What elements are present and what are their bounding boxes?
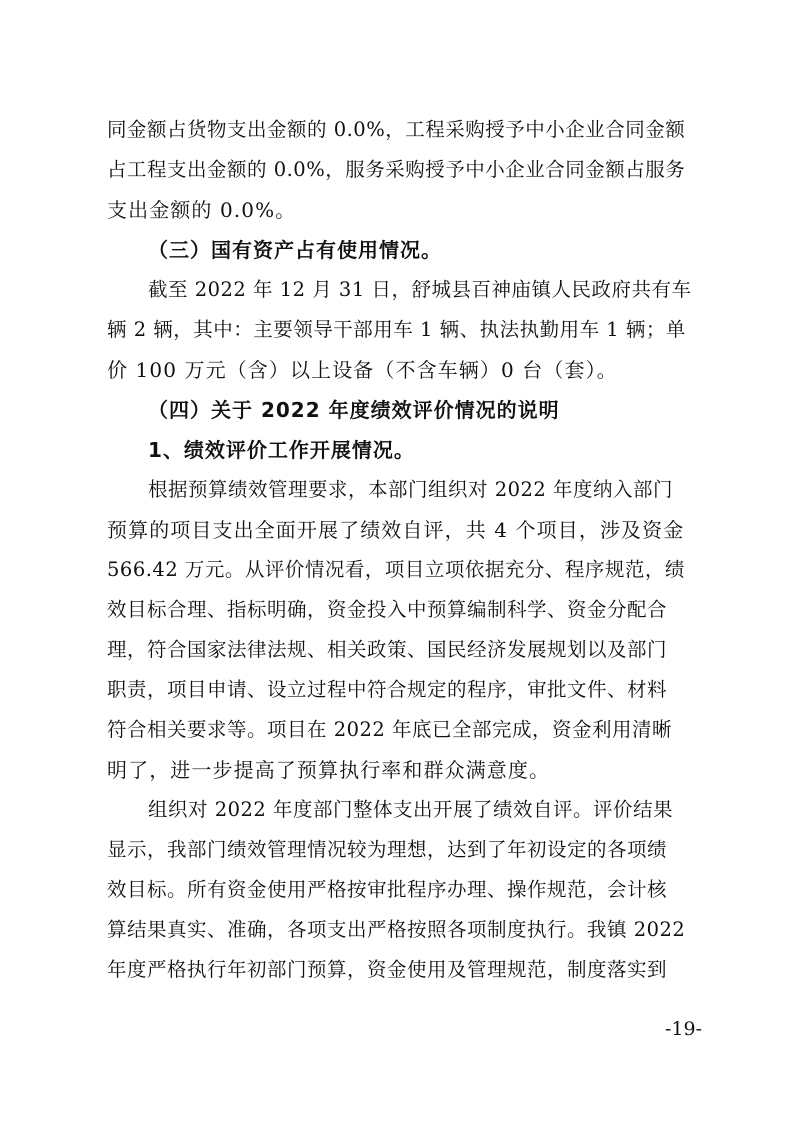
body-text-line: 符合相关要求等。项目在 2022 年底已全部完成，资金利用清晰: [107, 718, 673, 741]
body-text-line: 预算的项目支出全面开展了绩效自评，共 4 个项目，涉及资金: [107, 518, 685, 542]
body-text-line: 辆 2 辆，其中：主要领导干部用车 1 辆、执法执勤用车 1 辆；单: [107, 318, 686, 341]
body-text-line: 占工程支出金额的 0.0%，服务采购授予中小企业合同金额占服务: [107, 158, 686, 181]
body-text-line: 效目标合理、指标明确，资金投入中预算编制科学、资金分配合: [107, 598, 668, 621]
body-text-line: 价 100 万元（含）以上设备（不含车辆）0 台（套）。: [107, 358, 618, 382]
body-text-line: 明了，进一步提高了预算执行率和群众满意度。: [107, 758, 551, 782]
subsection-heading: 1、绩效评价工作开展情况。: [148, 438, 415, 462]
page-number: -19-: [664, 1018, 702, 1040]
section-heading: （四）关于 2022 年度绩效评价情况的说明: [148, 398, 560, 422]
body-text-line: 同金额占货物支出金额的 0.0%，工程采购授予中小企业合同金额: [107, 118, 686, 141]
body-text-line: 支出金额的 0.0%。: [107, 198, 297, 222]
body-text-line: 截至 2022 年 12 月 31 日，舒城县百神庙镇人民政府共有车: [148, 278, 692, 301]
body-text-line: 效目标。所有资金使用严格按审批程序办理、操作规范，会计核: [107, 878, 668, 901]
body-text-line: 年度严格执行年初部门预算，资金使用及管理规范，制度落实到: [107, 958, 668, 981]
body-text-line: 算结果真实、准确，各项支出严格按照各项制度执行。我镇 2022: [107, 918, 686, 941]
body-text-line: 显示，我部门绩效管理情况较为理想，达到了年初设定的各项绩: [107, 838, 668, 861]
body-text-line: 根据预算绩效管理要求，本部门组织对 2022 年度纳入部门: [148, 478, 674, 501]
body-text-line: 职责，项目申请、设立过程中符合规定的程序，审批文件、材料: [107, 678, 668, 701]
body-text-line: 理，符合国家法律法规、相关政策、国民经济发展规划以及部门: [107, 638, 668, 661]
body-text-line: 566.42 万元。从评价情况看，项目立项依据充分、程序规范，绩: [107, 558, 685, 581]
section-heading: （三）国有资产占有使用情况。: [148, 238, 442, 262]
body-text-line: 组织对 2022 年度部门整体支出开展了绩效自评。评价结果: [148, 798, 674, 821]
